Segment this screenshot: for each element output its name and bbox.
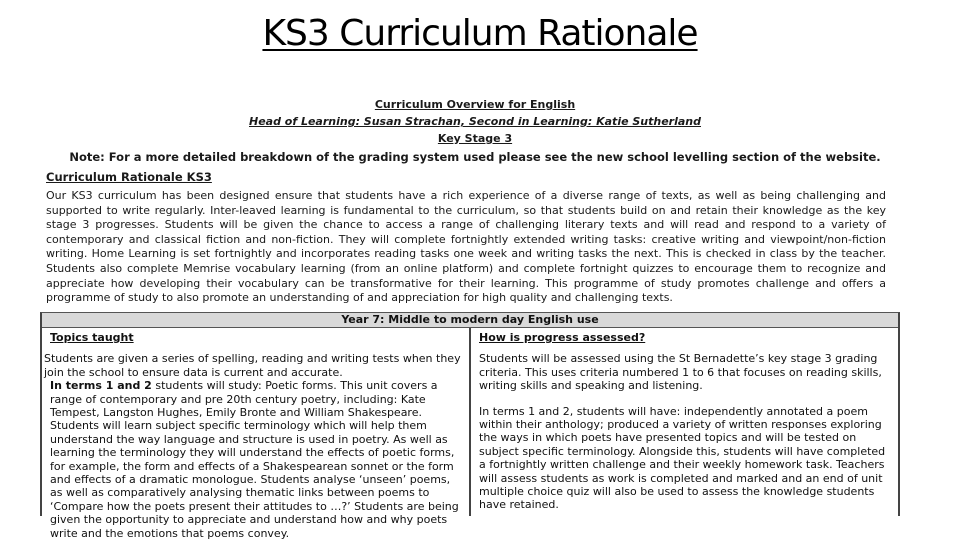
terms-label: In terms 1 and 2 <box>50 379 152 393</box>
overview-title: Curriculum Overview for English <box>374 98 576 111</box>
year7-title: Year 7: Middle to modern day English use <box>42 313 898 328</box>
topics-heading: Topics taught <box>50 331 134 344</box>
topics-terms <box>44 379 463 540</box>
assessment-para-1: Students will be assessed using the St Bernadette’s key stage 3 grading criteria. This uses criteria numbered 1 to 6 that focuses on reading skills, writing skills and speaking and listening. <box>479 352 882 393</box>
topics-intro: Students are given a series of spelling, reading and writing tests when they join the school to ensure data is current and accurate. <box>44 352 461 379</box>
rationale-heading: Curriculum Rationale KS3 <box>46 170 212 184</box>
topics-column <box>42 328 471 540</box>
leaders-line: Head of Learning: Susan Strachan, Second in Learning: Katie Sutherland <box>248 115 701 128</box>
year7-table <box>40 312 900 540</box>
grading-note: Note: For a more detailed breakdown of the grading system used please see the new school levelling section of the website. <box>69 150 881 164</box>
rationale-section <box>46 170 886 306</box>
assessment-heading: How is progress assessed? <box>479 331 646 344</box>
slide-title: KS3 Curriculum Rationale <box>262 13 698 54</box>
document-image <box>40 98 902 306</box>
rationale-body: Our KS3 curriculum has been designed ensure that students have a rich experience of a diverse range of texts, as well as being challenging and supported to write regularly. Inter-leaved learning is fundamental to the curriculum, so that students build on and retain their knowledge as the key stage 3 progresses. Students will be given the chance to access a range of challenging literary texts and will read and respond to a variety of contemporary and classical fiction and non-fiction. They will complete fortnightly extended writing tasks: creative writing and viewpoint/non-fiction writing. Home Learning is set fortnightly and incorporates reading tasks one week and writing tasks the next. This is checked in class by the teacher. Students also complete Memrise vocabulary learning (from an online platform) and complete fortnight quizzes to encourage them to recognize and appreciate how developing their vocabulary can be transformative for their learning. This programme of study promotes challenge and offers a programme of study to also promote an understanding of and appreciation for high quality and challenging texts. <box>46 189 886 305</box>
terms-text: students will study: Poetic forms. This unit covers a range of contemporary and pre 20th century poetry, including: Kate Tempest, Langston Hughes, Emily Bronte and William Shakespeare. Students will learn subject specific terminology which will help them understand the way language and structure is used in poetry. As well as learning the terminology they will understand the effects of poetic forms, for example, the form and effects of a Shakespearean sonnet or the form and effects of a dramatic monologue. Students analyse ‘unseen’ poems, as well as comparatively analysing thematic links between poems to ‘Compare how the poets present their attitudes to …?’ Students are being given the opportunity to appreciate and understand how and why poets write and the emotions that poems convey. <box>50 379 459 540</box>
assessment-para-2: In terms 1 and 2, students will have: independently annotated a poem within their anthology; produced a variety of written responses exploring the ways in which poets have presented topics and will be tested on subject specific terminology. Alongside this, students will have completed a fortnightly written challenge and their weekly homework task. Teachers will assess students as work is completed and marked and an end of unit multiple choice quiz will also be used to assess the knowledge students have retained. <box>479 404 886 512</box>
key-stage-label: Key Stage 3 <box>437 132 513 145</box>
assessment-column <box>471 328 898 516</box>
